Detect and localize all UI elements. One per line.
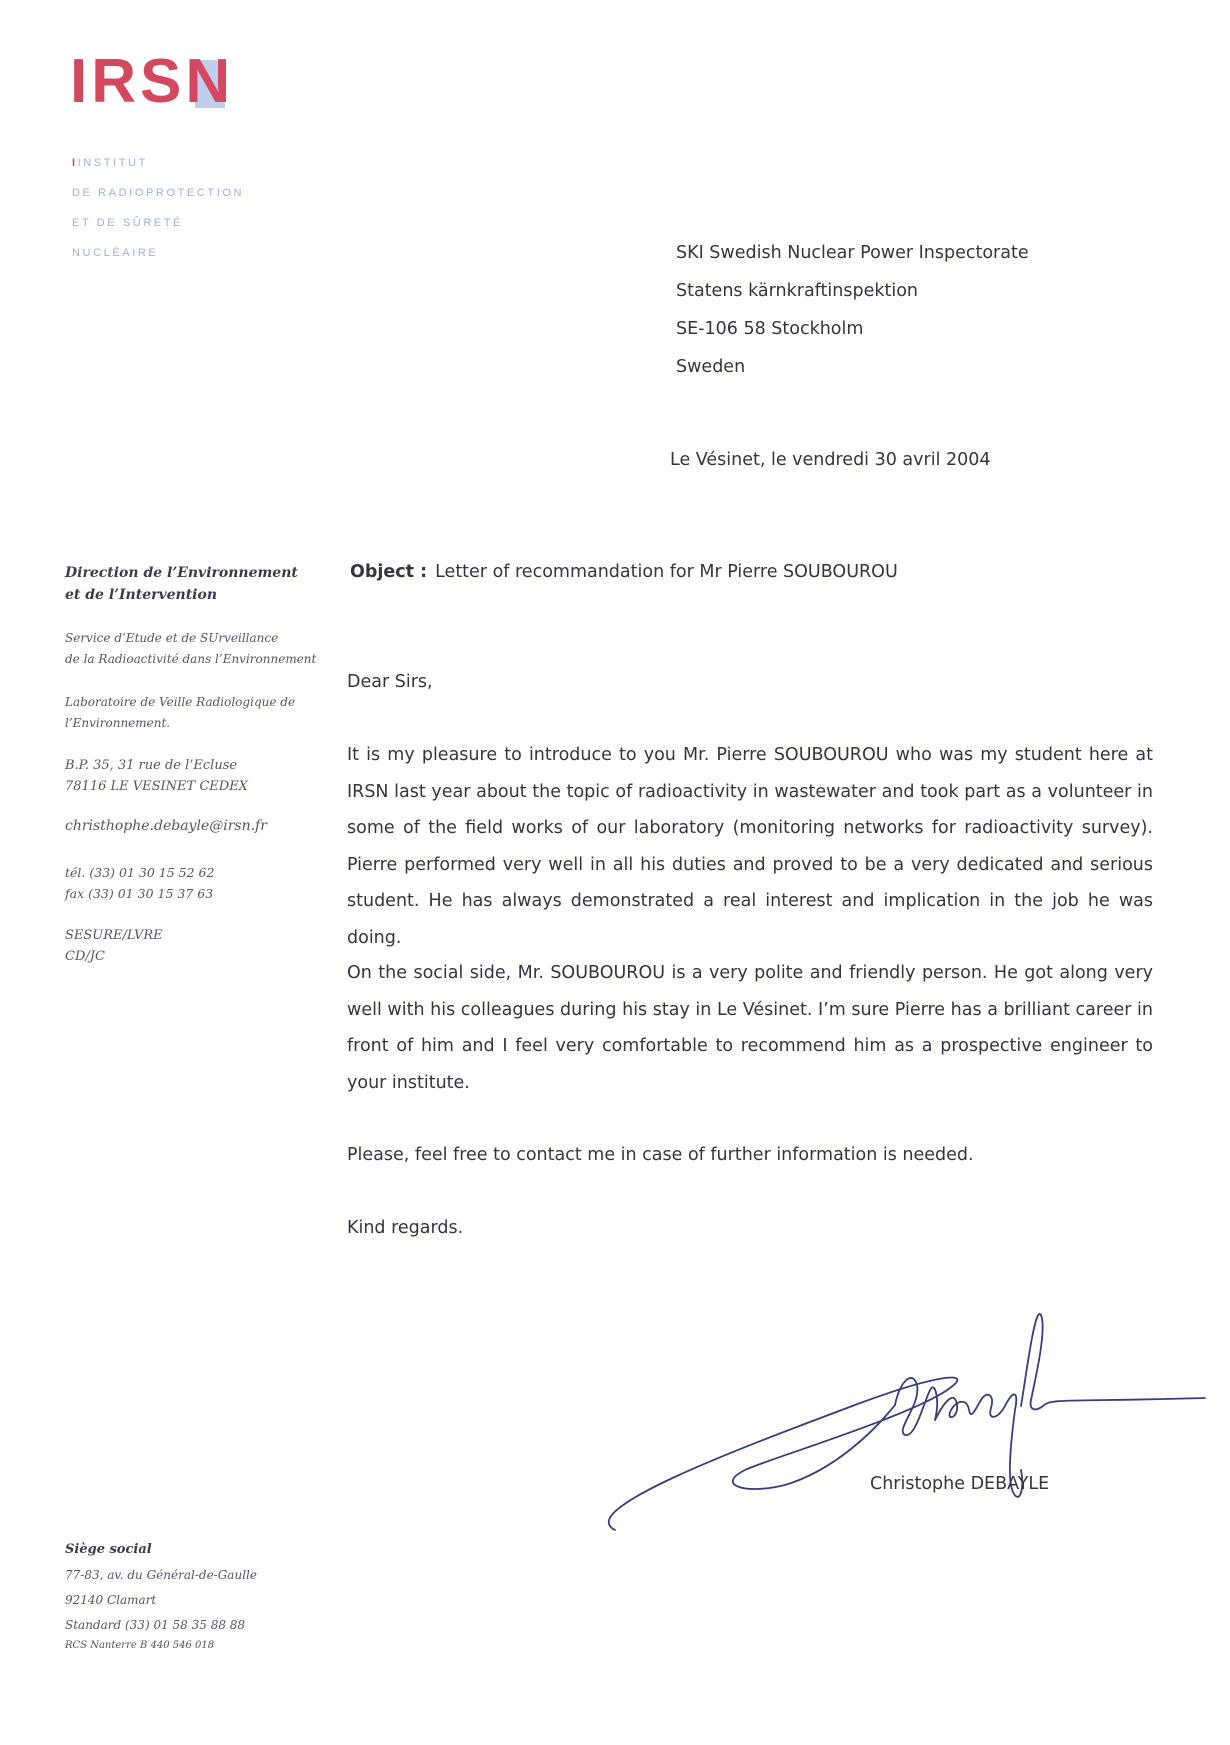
reference-line-2: CD/JC [65, 949, 105, 964]
direction-line-2: et de l’Intervention [65, 587, 218, 603]
closing: Kind regards. [347, 1218, 464, 1238]
paragraph-3: Please, feel free to contact me in case of further information is needed. [347, 1145, 974, 1165]
rcs-number: RCS Nanterre B 440 546 018 [65, 1640, 215, 1651]
recipient-address [676, 234, 1029, 386]
letter-date: Le Vésinet, le vendredi 30 avril 2004 [670, 450, 991, 470]
paragraph-1: It is my pleasure to introduce to you Mr. Pierre SOUBOUROU who was my student here at IRSN last year about the topic of radioactivity in wastewater and took part as a volunteer in some of the field works of our laboratory (monitoring networks for radioactivity survey). Pierre performed very well in all his duties and proved to be a very dedicated and serious student. He has always demonstrated a real interest and implication in the job he was doing. [347, 745, 1153, 948]
phone-line: tél. (33) 01 30 15 52 62 [65, 865, 215, 880]
logo-letter-n: N [185, 47, 235, 116]
service-line-1: Service d’Etude et de SUrveillance [65, 631, 279, 645]
head-office-phone: Standard (33) 01 58 35 88 88 [65, 1618, 246, 1632]
head-office-line-2: 92140 Clamart [65, 1593, 157, 1607]
logo-letters: IRS [70, 47, 186, 116]
head-office-address [65, 1563, 257, 1638]
paragraph-2: On the social side, Mr. SOUBOUROU is a very polite and friendly person. He got along very well with his colleagues during his stay in Le Vésinet. I’m sure Pierre has a brilliant career in front of him and I feel very comfortable to recommend him as a prospective engineer to your institute. [347, 963, 1153, 1093]
salutation: Dear Sirs, [347, 672, 433, 692]
bp-line-2: 78116 LE VESINET CEDEX [65, 779, 248, 794]
recipient-line-4: Sweden [676, 357, 746, 377]
recipient-line-3: SE-106 58 Stockholm [676, 319, 864, 339]
bp-line-1: B.P. 35, 31 rue de l’Ecluse [65, 758, 238, 773]
signatory-name: Christophe DEBAYLE [870, 1474, 1050, 1494]
head-office-title: Siège social [65, 1542, 152, 1557]
sidebar-service [65, 628, 316, 670]
sidebar-direction [65, 562, 298, 606]
letter-object [350, 562, 898, 582]
lab-line-1: Laboratoire de Veille Radiologique de [65, 695, 296, 709]
institute-line-2: DE RADIOPROTECTION [72, 187, 245, 199]
object-text: Letter of recommandation for Mr Pierre SOUBOUROU [435, 562, 898, 582]
irsn-logo [70, 47, 235, 116]
sidebar-laboratory [65, 692, 295, 734]
reference-line-1: SESURE/LVRE [65, 928, 163, 943]
service-line-2: de la Radioactivité dans l’Environnement [65, 652, 317, 666]
institute-line-3: ET DE SÛRETÉ [72, 217, 184, 229]
object-label: Object : [350, 562, 428, 582]
recipient-line-2: Statens kärnkraftinspektion [676, 281, 918, 301]
handwritten-signature [595, 1310, 1215, 1540]
sidebar-postal-address [65, 755, 248, 797]
head-office-line-1: 77-83, av. du Général-de-Gaulle [65, 1568, 257, 1582]
direction-line-1: Direction de l’Environnement [65, 565, 298, 581]
recipient-line-1: SKI Swedish Nuclear Power Inspectorate [676, 243, 1029, 263]
sidebar-phone [65, 862, 214, 904]
institute-line-1: IINSTITUT [72, 157, 148, 169]
sidebar-reference [65, 925, 163, 967]
fax-line: fax (33) 01 30 15 37 63 [65, 886, 214, 901]
sidebar-email: christhophe.debayle@irsn.fr [65, 818, 267, 834]
lab-line-2: l’Environnement. [65, 716, 171, 730]
institute-line-4: NUCLÉAIRE [72, 247, 159, 259]
institute-name [72, 148, 244, 268]
